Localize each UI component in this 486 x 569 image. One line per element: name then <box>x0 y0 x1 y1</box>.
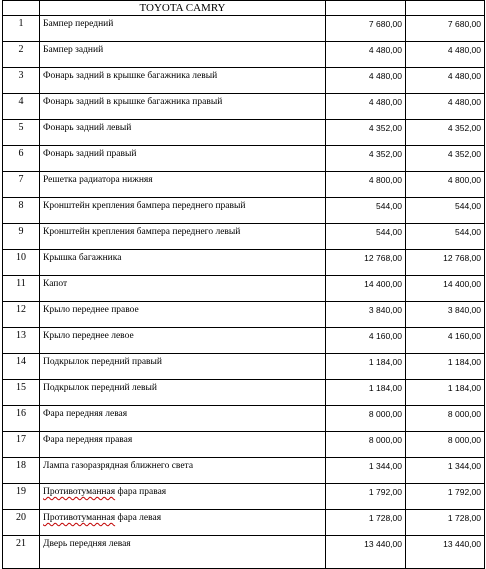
part-name: Бампер задний <box>40 42 326 68</box>
total-cell: 4 352,00 <box>406 146 485 172</box>
row-number: 6 <box>3 146 40 172</box>
part-name: Противотуманная фара правая <box>40 484 326 510</box>
price-cell: 8 000,00 <box>326 432 406 458</box>
table-row <box>3 354 485 380</box>
price-cell: 4 352,00 <box>326 120 406 146</box>
price-cell: 12 768,00 <box>326 250 406 276</box>
total-cell: 1 184,00 <box>406 354 485 380</box>
part-name: Капот <box>40 276 326 302</box>
total-cell: 13 440,00 <box>406 536 485 569</box>
total-cell: 4 800,00 <box>406 172 485 198</box>
total-cell: 8 000,00 <box>406 406 485 432</box>
price-cell: 4 160,00 <box>326 328 406 354</box>
row-number: 7 <box>3 172 40 198</box>
table-row <box>3 120 485 146</box>
price-cell: 1 344,00 <box>326 458 406 484</box>
part-name: Подкрылок передний правый <box>40 354 326 380</box>
row-number: 8 <box>3 198 40 224</box>
price-cell: 13 440,00 <box>326 536 406 569</box>
price-cell: 4 800,00 <box>326 172 406 198</box>
row-number: 16 <box>3 406 40 432</box>
price-cell: 4 480,00 <box>326 42 406 68</box>
price-sheet <box>2 0 484 549</box>
table-row <box>3 432 485 458</box>
part-name: Решетка радиатора нижняя <box>40 172 326 198</box>
table-row <box>3 16 485 42</box>
table-row <box>3 302 485 328</box>
table-row <box>3 224 485 250</box>
total-cell: 4 160,00 <box>406 328 485 354</box>
row-number: 14 <box>3 354 40 380</box>
total-cell: 4 480,00 <box>406 94 485 120</box>
table-title: TOYOTA CAMRY <box>40 1 326 16</box>
price-cell: 1 184,00 <box>326 354 406 380</box>
header-blank-price2-cell <box>406 1 485 16</box>
table-row <box>3 276 485 302</box>
total-cell: 8 000,00 <box>406 432 485 458</box>
total-cell: 544,00 <box>406 198 485 224</box>
table-row <box>3 380 485 406</box>
header-blank-num-cell <box>3 1 40 16</box>
price-cell: 14 400,00 <box>326 276 406 302</box>
part-name: Дверь передняя левая <box>40 536 326 569</box>
table-row <box>3 172 485 198</box>
price-cell: 1 792,00 <box>326 484 406 510</box>
row-number: 1 <box>3 16 40 42</box>
table-row <box>3 484 485 510</box>
total-cell: 4 352,00 <box>406 120 485 146</box>
table-header-row <box>3 1 485 16</box>
part-name: Бампер передний <box>40 16 326 42</box>
table-row <box>3 328 485 354</box>
row-number: 12 <box>3 302 40 328</box>
table-row <box>3 406 485 432</box>
total-cell: 1 728,00 <box>406 510 485 536</box>
total-cell: 544,00 <box>406 224 485 250</box>
row-number: 13 <box>3 328 40 354</box>
price-cell: 3 840,00 <box>326 302 406 328</box>
part-name: Кронштейн крепления бампера переднего правый <box>40 198 326 224</box>
table-row <box>3 510 485 536</box>
part-name: Фонарь задний в крышке багажника правый <box>40 94 326 120</box>
price-cell: 8 000,00 <box>326 406 406 432</box>
row-number: 3 <box>3 68 40 94</box>
part-name: Фара передняя правая <box>40 432 326 458</box>
part-name: Крыло переднее правое <box>40 302 326 328</box>
total-cell: 1 184,00 <box>406 380 485 406</box>
part-name: Подкрылок передний левый <box>40 380 326 406</box>
row-number: 18 <box>3 458 40 484</box>
total-cell: 1 792,00 <box>406 484 485 510</box>
total-cell: 12 768,00 <box>406 250 485 276</box>
total-cell: 1 344,00 <box>406 458 485 484</box>
table-row <box>3 42 485 68</box>
part-name: Крышка багажника <box>40 250 326 276</box>
part-name: Фонарь задний правый <box>40 146 326 172</box>
total-cell: 14 400,00 <box>406 276 485 302</box>
price-cell: 4 480,00 <box>326 94 406 120</box>
spellcheck-flagged-word: Противотуманная <box>43 487 116 497</box>
row-number: 15 <box>3 380 40 406</box>
table-row <box>3 250 485 276</box>
price-cell: 544,00 <box>326 198 406 224</box>
row-number: 4 <box>3 94 40 120</box>
row-number: 11 <box>3 276 40 302</box>
price-cell: 1 184,00 <box>326 380 406 406</box>
row-number: 20 <box>3 510 40 536</box>
header-blank-price1-cell <box>326 1 406 16</box>
row-number: 17 <box>3 432 40 458</box>
table-row <box>3 94 485 120</box>
price-cell: 4 480,00 <box>326 68 406 94</box>
total-cell: 4 480,00 <box>406 68 485 94</box>
row-number: 10 <box>3 250 40 276</box>
table-row <box>3 458 485 484</box>
part-name: Фонарь задний в крышке багажника левый <box>40 68 326 94</box>
part-name: Лампа газоразрядная ближнего света <box>40 458 326 484</box>
total-cell: 3 840,00 <box>406 302 485 328</box>
part-name: Фонарь задний левый <box>40 120 326 146</box>
price-table <box>2 0 485 569</box>
row-number: 5 <box>3 120 40 146</box>
total-cell: 4 480,00 <box>406 42 485 68</box>
part-name: Фара передняя левая <box>40 406 326 432</box>
price-cell: 7 680,00 <box>326 16 406 42</box>
price-cell: 1 728,00 <box>326 510 406 536</box>
table-row <box>3 198 485 224</box>
price-cell: 544,00 <box>326 224 406 250</box>
total-cell: 7 680,00 <box>406 16 485 42</box>
spellcheck-flagged-word: Противотуманная <box>43 513 116 523</box>
row-number: 19 <box>3 484 40 510</box>
part-name: Крыло переднее левое <box>40 328 326 354</box>
table-row <box>3 146 485 172</box>
table-row <box>3 68 485 94</box>
row-number: 21 <box>3 536 40 569</box>
table-row <box>3 536 485 569</box>
price-cell: 4 352,00 <box>326 146 406 172</box>
row-number: 2 <box>3 42 40 68</box>
part-name: Кронштейн крепления бампера переднего левый <box>40 224 326 250</box>
row-number: 9 <box>3 224 40 250</box>
part-name: Противотуманная фара левая <box>40 510 326 536</box>
